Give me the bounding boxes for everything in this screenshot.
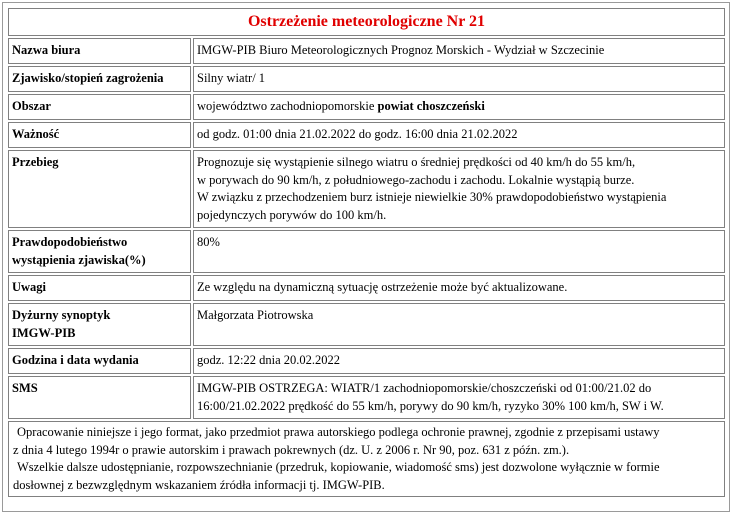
- issued-label: Godzina i data wydania: [8, 348, 191, 374]
- row-remarks: [8, 275, 725, 301]
- remarks-label: Uwagi: [8, 275, 191, 301]
- row-issued: [8, 348, 725, 374]
- course-line: w porywach do 90 km/h, z południowego-zachodu i zachodu. Lokalnie wystąpią burze.: [197, 172, 635, 187]
- copyright-line: [13, 424, 720, 442]
- sms-value: [193, 376, 725, 419]
- row-validity: [8, 122, 725, 148]
- course-label: Przebieg: [8, 150, 191, 228]
- row-office: [8, 38, 725, 64]
- area-region: województwo zachodniopomorskie: [197, 99, 378, 114]
- course-line: W związku z przechodzeniem burz istnieje niewielkie 30% prawdopodobieństwo wystąpienia: [197, 190, 667, 204]
- copyright-text: Opracowanie niniejsze i jego format, jako przedmiot prawa autorskiego podlega ochronie prawnej, zgodnie z przepisami ustawy: [17, 425, 660, 439]
- probability-label: [8, 230, 191, 273]
- row-forecaster: [8, 303, 725, 346]
- area-value: [193, 94, 725, 120]
- phenomenon-value: Silny wiatr/ 1: [193, 66, 725, 92]
- row-footer: [8, 421, 725, 497]
- course-line: Prognozuje się wystąpienie silnego wiatru o średniej prędkości od 40 km/h do 55 km/h,: [197, 155, 636, 169]
- course-line: pojedynczych porywów do 100 km/h.: [197, 207, 387, 222]
- sms-label: SMS: [8, 376, 191, 419]
- probability-label-line1: Prawdopodobieństwo: [12, 235, 128, 249]
- phenomenon-label: Zjawisko/stopień zagrożenia: [8, 66, 191, 92]
- forecaster-label-line1: Dyżurny synoptyk: [12, 308, 111, 322]
- probability-value: 80%: [193, 230, 725, 273]
- row-phenomenon: [8, 66, 725, 92]
- area-label: Obszar: [8, 94, 191, 120]
- forecaster-label-line2: IMGW-PIB: [12, 325, 76, 340]
- course-value: [193, 150, 725, 228]
- warning-title: Ostrzeżenie meteorologiczne Nr 21: [8, 8, 725, 36]
- copyright-notice: [8, 421, 725, 497]
- copyright-text: Wszelkie dalsze udostępnianie, rozpowszechnianie (przedruk, kopiowanie, wiadomość sms) jest dozwolone wyłącznie w formie: [17, 460, 660, 474]
- issued-value: godz. 12:22 dnia 20.02.2022: [193, 348, 725, 374]
- sms-line: IMGW-PIB OSTRZEGA: WIATR/1 zachodniopomorskie/choszczeński od 01:00/21.02 do: [197, 381, 652, 395]
- office-value: IMGW-PIB Biuro Meteorologicznych Prognoz Morskich - Wydział w Szczecinie: [193, 38, 725, 64]
- row-sms: [8, 376, 725, 419]
- warning-table: [6, 6, 727, 499]
- copyright-line: [13, 459, 720, 477]
- office-label: Nazwa biura: [8, 38, 191, 64]
- forecaster-label: [8, 303, 191, 346]
- row-course: [8, 150, 725, 228]
- row-probability: [8, 230, 725, 273]
- copyright-line: z dnia 4 lutego 1994r o prawie autorskim i prawach pokrewnych (dz. U. z 2006 r. Nr 90, poz. 631 z późn. zm.).: [13, 442, 570, 457]
- remarks-value: Ze względu na dynamiczną sytuację ostrzeżenie może być aktualizowane.: [193, 275, 725, 301]
- copyright-line: dosłownej z bezwzględnym wskazaniem źródła informacji tj. IMGW-PIB.: [13, 477, 385, 492]
- row-area: [8, 94, 725, 120]
- forecaster-value: Małgorzata Piotrowska: [193, 303, 725, 346]
- probability-label-line2: wystąpienia zjawiska(%): [12, 252, 146, 267]
- area-county: powiat choszczeński: [377, 99, 485, 114]
- sms-line: 16:00/21.02.2022 prędkość do 55 km/h, porywy do 90 km/h, ryzyko 30% 100 km/h, SW i W.: [197, 398, 664, 413]
- validity-label: Ważność: [8, 122, 191, 148]
- validity-value: od godz. 01:00 dnia 21.02.2022 do godz. 16:00 dnia 21.02.2022: [193, 122, 725, 148]
